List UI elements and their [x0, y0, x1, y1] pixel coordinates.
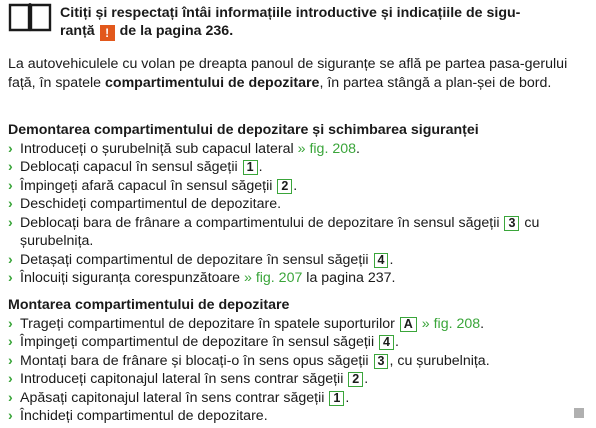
list-item [8, 195, 588, 214]
list-item [8, 407, 588, 426]
step-text: Detașați compartimentul de depozitare în sensul săgeții [20, 251, 373, 268]
arrow-bullet-icon: › [8, 196, 13, 212]
notice-line-2-start: ranță [60, 23, 99, 39]
callout-box: 2 [348, 372, 363, 387]
callout-box: 2 [277, 179, 292, 194]
list-item [8, 140, 588, 159]
warning-icon: ! [100, 25, 115, 41]
step-text: Înlocuiți siguranța corespunzătoare [20, 270, 244, 286]
arrow-bullet-icon: › [8, 159, 13, 175]
arrow-bullet-icon: › [8, 334, 13, 350]
callout-box: 4 [379, 335, 394, 350]
step-text-end: la pagina 237. [302, 270, 396, 286]
list-item [8, 333, 588, 352]
arrow-bullet-icon: › [8, 315, 13, 332]
list-item [8, 177, 588, 196]
removal-title: Demontarea compartimentului de depozitare și schimbarea siguranței [8, 122, 479, 138]
step-text-end: . [345, 389, 350, 406]
callout-box: 4 [374, 253, 389, 268]
arrow-bullet-icon: › [8, 140, 13, 157]
step-text-end: . [258, 159, 263, 175]
step-text: Împingeți afară capacul în sensul săgeții [20, 177, 277, 194]
notice-block [8, 2, 588, 42]
list-item [8, 158, 588, 177]
section-end-marker [574, 408, 584, 418]
callout-box: 1 [329, 391, 344, 406]
callout-box: 3 [504, 216, 519, 231]
figure-link[interactable]: » fig. 208 [417, 315, 481, 332]
arrow-bullet-icon: › [8, 352, 13, 369]
step-text-end: . [293, 177, 298, 194]
intro-paragraph [8, 55, 586, 92]
step-text-end: . [364, 371, 369, 387]
install-title: Montarea compartimentului de depozitare [8, 297, 290, 313]
arrow-bullet-icon: › [8, 408, 13, 424]
intro-bold-term: compartimentului de depozitare [105, 74, 320, 91]
intro-text-end: , în partea stângă a plan-șei de bord. [319, 74, 552, 91]
arrow-bullet-icon: › [8, 251, 13, 268]
notice-text [60, 4, 580, 41]
step-text: Împingeți compartimentul de depozitare în sensul săgeții [20, 334, 379, 350]
list-item [8, 389, 588, 408]
install-section [8, 296, 588, 426]
removal-section [8, 121, 588, 288]
callout-box: 3 [374, 354, 389, 369]
list-item [8, 370, 588, 389]
figure-link[interactable]: » fig. 207 [243, 270, 303, 286]
arrow-bullet-icon: › [8, 270, 13, 286]
step-text-end: . [389, 251, 394, 268]
step-text: Introduceți o șurubelniță sub capacul lateral [20, 140, 298, 157]
step-text: Deblocați bara de frânare a compartimentului de depozitare în sensul săgeții [20, 214, 504, 231]
notice-line-1: Citiți și respectați întâi informațiile introductive și indicațiile de sigu- [60, 5, 521, 21]
arrow-bullet-icon: › [8, 177, 13, 194]
arrow-bullet-icon: › [8, 389, 13, 406]
step-text: Închideți compartimentul de depozitare. [20, 408, 268, 424]
step-text: Trageți compartimentul de depozitare în spatele suporturilor [20, 315, 399, 332]
figure-link[interactable]: » fig. 208 [297, 140, 356, 157]
arrow-bullet-icon: › [8, 371, 13, 387]
step-text: Introduceți capitonajul lateral în sens contrar săgeții [20, 371, 348, 387]
arrow-bullet-icon: › [8, 214, 13, 231]
list-item [8, 315, 588, 334]
book-icon [8, 2, 52, 32]
list-item [8, 269, 588, 288]
step-text-end: , cu șurubelnița. [389, 352, 490, 369]
list-item [8, 251, 588, 270]
step-text-end: . [395, 334, 399, 350]
step-text-end: cu șurubelnița. [20, 214, 540, 249]
list-item [8, 214, 588, 251]
callout-box: 1 [243, 160, 258, 175]
step-text-end: . [356, 140, 360, 157]
list-item [8, 352, 588, 371]
intro-text: La autovehiculele cu volan pe dreapta panoul de siguranțe se află pe partea pasa-gerului față, în spatele [8, 56, 568, 91]
notice-line-2-end: de la pagina 236. [115, 23, 234, 39]
step-text: Apăsați capitonajul lateral în sens contrar săgeții [20, 389, 329, 406]
step-text: Montați bara de frânare și blocați-o în sens opus săgeții [20, 352, 373, 369]
step-text-end: . [480, 315, 485, 332]
step-text: Deschideți compartimentul de depozitare. [20, 196, 282, 212]
step-text: Deblocați capacul în sensul săgeții [20, 159, 242, 175]
callout-box: A [400, 317, 417, 332]
